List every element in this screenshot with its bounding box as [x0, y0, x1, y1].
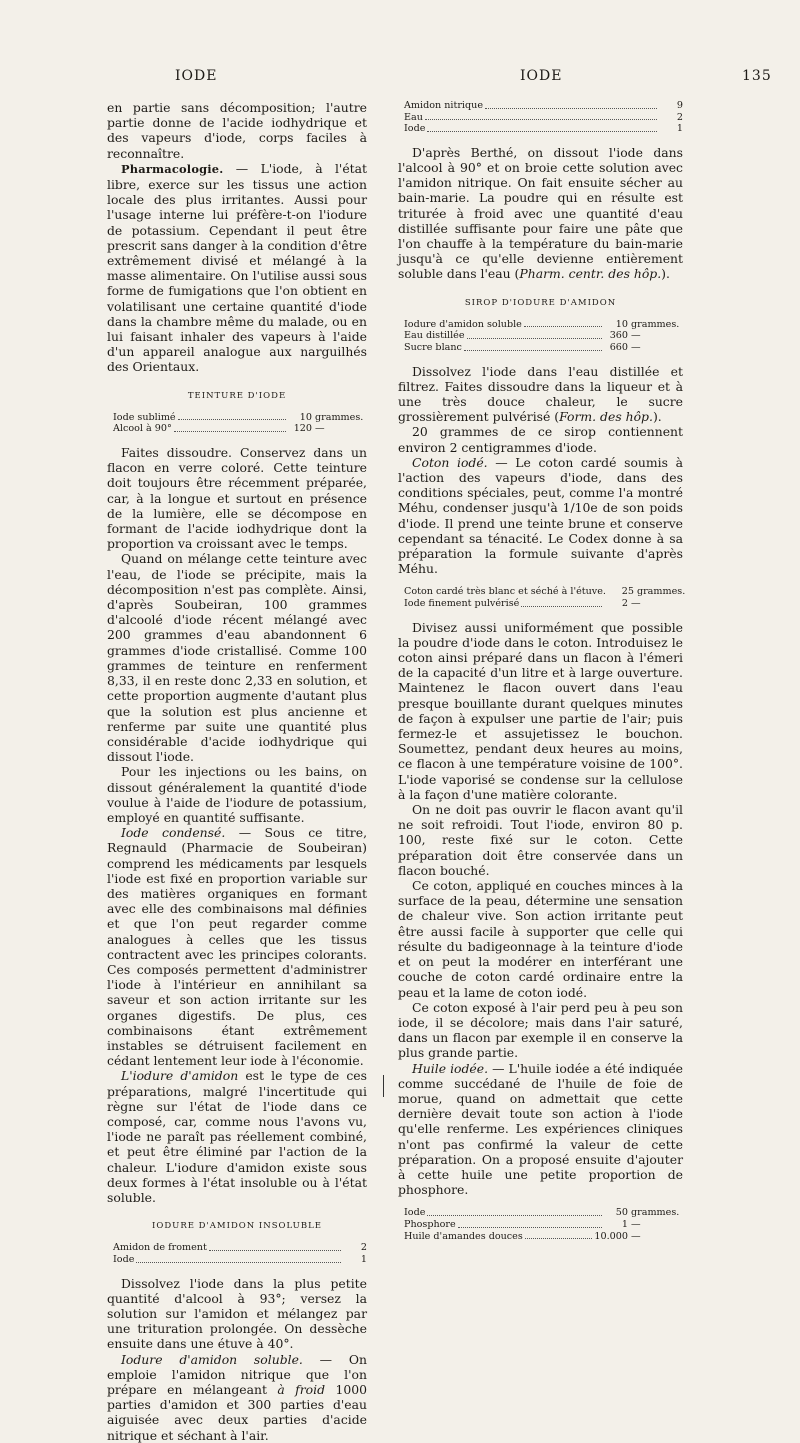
leader-dots [178, 412, 286, 421]
leader-dots [485, 100, 657, 109]
paragraph [398, 145, 683, 282]
ingredient-name: Iode [404, 1207, 426, 1219]
recipe-row [113, 1254, 367, 1266]
paragraph-pharmacologie [107, 161, 367, 375]
ingredient-name: Alcool à 90° [113, 423, 172, 435]
paragraph-text: — On emploie l'amidon nitrique que l'on prépare en mélangeant [107, 1351, 368, 1398]
ingredient-name: Amidon nitrique [404, 100, 483, 111]
paragraph-text: — L'iode, à l'état libre, exerce sur les tissus une action locale des plus irritantes. Aussi pour l'usage interne lui préfère-t-on l'iodure de potassium. Cependant il peut être prescrit sans danger à la condition d'être extrêmement divisé et mélangé à la masse alimentaire. On l'utilise aussi sous forme de fumigations que l'on obtient en volatilisant une certaine quantité d'iode dans la chambre même du malade, ou en lui faisant inhaler des vapeurs à l'aide d'un appareil analogue aux narguilhés des Orientaux. [107, 160, 367, 375]
recipe-row [404, 112, 683, 124]
ingredient-name: Huile d'amandes douces [404, 1230, 523, 1242]
leader-dots [524, 319, 602, 328]
italic-text: Form. des hôp. [559, 409, 653, 425]
leader-dots [425, 112, 657, 121]
leader-dots [525, 1231, 593, 1240]
ingredient-name: Iode [404, 123, 426, 135]
recipe-row [404, 330, 683, 342]
paragraph-iode-condense [107, 825, 367, 1068]
leader-dots [174, 423, 286, 432]
leader-dots [464, 342, 602, 351]
paragraph-coton-iode [398, 455, 683, 577]
margin-rule [383, 1075, 384, 1097]
recipe-row [404, 123, 683, 135]
ingredient-qty: 50 [615, 1207, 628, 1219]
paragraph-text: — Le coton cardé soumis à l'action des vapeurs d'iode, dans des conditions spéciales, peut, comme l'a montré Méhu, condenser jusqu'à 1/10e de son poids d'iode. Il prend une teinte brune et conserve cependant sa ténacité. Le Codex donne à sa préparation la formule suivante d'après Méhu. [398, 454, 683, 577]
leader-dots [136, 1254, 341, 1263]
spacer [398, 1197, 683, 1203]
recipe-row [404, 598, 683, 610]
ingredient-qty: 2 [676, 111, 683, 123]
section-lead: L'iodure d'amidon [121, 1068, 239, 1084]
ingredient-unit: — [631, 1218, 641, 1230]
paragraph-text: ). [661, 266, 670, 282]
leader-dots [427, 123, 657, 132]
leader-dots [427, 1207, 602, 1216]
ingredient-name: Amidon de froment [113, 1242, 207, 1254]
ingredient-name: Iodure d'amidon soluble [404, 318, 522, 330]
ingredient-qty: 1 [621, 1218, 628, 1230]
ingredient-qty: 10 [615, 318, 628, 330]
ingredient-name: Sucre blanc [404, 342, 462, 353]
ingredient-unit: — [631, 1230, 641, 1242]
paragraph: Dissolvez l'iode dans la plus petite quantité d'alcool à 93°; versez la solution sur l'amidon et mélangez par une trituration prolongée. On dessèche ensuite dans une étuve à 40°. [107, 1275, 367, 1352]
recipe-amidon-nitrique [398, 100, 683, 135]
ingredient-name: Iode finement pulvérisé [404, 598, 520, 610]
leader-dots [458, 1219, 602, 1228]
right-column [398, 96, 686, 1252]
ingredient-name: Phosphore [404, 1218, 456, 1230]
section-lead: Iodure d'amidon soluble. [121, 1351, 303, 1367]
paragraph-iodure-amidon [107, 1068, 367, 1205]
ingredient-qty: 1 [360, 1254, 367, 1265]
italic-text: à froid [277, 1382, 326, 1398]
recipe-row [113, 412, 367, 424]
ingredient-qty: 9 [676, 100, 683, 111]
paragraph [398, 364, 683, 425]
recipe-title: IODURE D'AMIDON INSOLUBLE [152, 1221, 322, 1232]
ingredient-name: Eau [404, 111, 423, 123]
paragraph: Quand on mélange cette teinture avec l'eau, de l'iode se précipite, mais la décomposition n'est pas complète. Ainsi, d'après Soubeiran, 100 grammes d'alcoolé d'iode récent mélangé avec 200 grammes d'eau abandonnent 6 grammes d'iode cristallisé. Comme 100 grammes de teinture en renferment 8,33, il en reste donc 2,33 en solution, et cette proportion augmente d'autant plus que la solution est plus ancienne et renferme par suite une quantité plus considérable d'acide iodhydrique qui dissout l'iode. [107, 551, 367, 765]
paragraph: Ce coton exposé à l'air perd peu à peu son iode, il se décolore; mais dans l'air saturé, dans un flacon par exemple il en conserve la plus grande partie. [398, 999, 683, 1061]
recipe-row [404, 100, 683, 112]
ingredient-name: Eau distillée [404, 330, 465, 342]
recipe-sirop [398, 319, 683, 354]
ingredient-unit: — [631, 342, 641, 353]
ingredient-unit: grammes. [636, 586, 686, 598]
recipe-row [404, 1219, 683, 1231]
ingredient-unit: — [631, 330, 641, 342]
recipe-row [404, 1207, 683, 1219]
paragraph-text: — Sous ce titre, Regnauld (Pharmacie de Soubeiran) comprend les médicaments par lesquels l'iode est fixé en proportion variable sur des matières organiques en formant avec elle des combinaisons mal définies et que l'on peut regarder comme analogues à celles que les tissus contractent avec les principes colorants. Ces composés permettent d'administrer l'iode à l'intérieur en annihilant sa saveur et son action irritante sur les organes digestifs. De plus, ces combinaisons étant extrêmement instables se détruisent facilement en cédant lentement leur iode à l'économie. [107, 825, 368, 1069]
running-head-right: IODE [520, 68, 563, 84]
section-lead: Iode condensé. [121, 825, 226, 841]
left-column [107, 100, 367, 1443]
section-lead: Huile iodée. [412, 1060, 489, 1076]
ingredient-qty: 2 [360, 1242, 367, 1254]
recipe-row [404, 586, 686, 598]
recipe-teinture [107, 412, 367, 435]
section-lead: Coton iodé. [412, 454, 488, 470]
ingredient-unit: grammes. [631, 1207, 680, 1219]
ingredient-qty: 25 [621, 586, 634, 598]
paragraph-text: D'après Berthé, on dissout l'iode dans l'alcool à 90° et on broie cette solution avec l'amidon nitrique. On fait ensuite sécher au bain-marie. La poudre qui en résulte est triturée à froid avec une quantité d'eau distillée suffisante pour faire une pâte que l'on chauffe à la température du bain-marie jusqu'à ce qu'elle devienne entièrement soluble dans l'eau ( [398, 144, 683, 282]
leader-dots [209, 1242, 341, 1251]
italic-text: Pharm. centr. des hôp. [519, 266, 662, 282]
section-lead: Pharmacologie. [121, 161, 224, 176]
recipe-title: TEINTURE D'IODE [187, 390, 287, 401]
ingredient-unit: grammes. [315, 411, 364, 423]
recipe-row [404, 319, 683, 331]
paragraph-text: — L'huile iodée a été indiquée comme succédané de l'huile de foie de morue, quand on admettait que cette dernière devait toute son action à l'iode qu'elle renferme. Les expériences cliniques n'ont pas confirmé la valeur de cette préparation. On a proposé ensuite d'ajouter à cette huile une petite proportion de phosphore. [398, 1060, 683, 1198]
ingredient-qty: 660 [609, 342, 628, 353]
recipe-coton [398, 586, 686, 610]
running-head-left: IODE [175, 68, 218, 84]
recipe-row [404, 342, 683, 354]
paragraph-text: 1000 parties d'amidon et 300 parties d'eau aiguisée avec deux parties d'acide nitrique et séchant à l'air. [107, 1382, 367, 1443]
paragraph: 20 grammes de ce sirop contiennent environ 2 centigrammes d'iode. [398, 424, 683, 455]
ingredient-qty: 2 [621, 598, 628, 610]
recipe-row [113, 423, 367, 435]
recipe-title: SIROP D'IODURE D'AMIDON [464, 297, 617, 308]
ingredient-unit: grammes. [631, 318, 680, 330]
paragraph-text: ). [652, 409, 662, 425]
recipe-iodure-insoluble [107, 1242, 367, 1265]
spacer [398, 576, 683, 582]
ingredient-qty: 10.000 [594, 1230, 628, 1242]
leader-dots [467, 330, 603, 339]
ingredient-name: Iode sublimé [113, 411, 176, 423]
recipe-row [113, 1242, 367, 1254]
paragraph: Faites dissoudre. Conservez dans un flacon en verre coloré. Cette teinture doit toujours être récemment préparée, car, à la longue et surtout en présence de la lumière, elle se décompose en formant de l'acide iodhydrique dont la proportion va croissant avec le temps. [107, 445, 367, 552]
ingredient-unit: — [315, 423, 325, 435]
recipe-row [404, 1231, 683, 1243]
ingredient-qty: 120 [293, 423, 312, 435]
paragraph: Divisez aussi uniformément que possible la poudre d'iode dans le coton. Introduisez le coton ainsi préparé dans un flacon à l'émeri de la capacité d'un litre et à large ouverture. Maintenez le flacon ouvert dans l'eau presque bouillante durant quelques minutes de façon à expulser une partie de l'air; puis fermez-le et assujetissez le bouchon. Soumettez, pendant deux heures au moins, ce flacon à une température voisine de 100°. L'iode vaporisé se condense sur la cellulose à la façon d'une matière colorante. [398, 619, 683, 802]
ingredient-unit: — [631, 598, 641, 610]
paragraph: Ce coton, appliqué en couches minces à la surface de la peau, détermine une sensation de chaleur vive. Son action irritante peut être aussi facile à supporter que celle qui résulte du badigeonnage à la teinture d'iode et on peut la modérer en interférant une couche de coton cardé ordinaire entre la peau et la lame de coton iodé. [398, 878, 683, 1000]
leader-dots [521, 598, 602, 607]
page-number: 135 [742, 68, 772, 84]
ingredient-qty: 1 [676, 123, 683, 135]
recipe-huile [398, 1207, 683, 1242]
paragraph-text: est le type de ces préparations, malgré l'incertitude qui règne sur l'état de l'iode dans ce composé, car, comme nous l'avons vu, l'iode ne paraît pas réellement combiné, et peut être éliminé par l'action de la chaleur. L'iodure d'amidon existe sous deux formes à l'état insoluble ou à l'état soluble. [107, 1068, 367, 1205]
ingredient-name: Iode [113, 1254, 135, 1265]
ingredient-qty: 10 [299, 411, 312, 423]
paragraph-text: Dissolvez l'iode dans l'eau distillée et filtrez. Faites dissoudre dans la liqueur et à une très douce chaleur, le sucre grossièrement pulvérisé ( [398, 363, 683, 425]
ingredient-name: Coton cardé très blanc et séché à l'étuve. [404, 586, 606, 598]
paragraph: en partie sans décomposition; l'autre partie donne de l'acide iodhydrique et des vapeurs d'iode, corps faciles à reconnaître. [107, 100, 367, 161]
ingredient-qty: 360 [609, 330, 628, 342]
paragraph-amidon-soluble [107, 1352, 367, 1443]
paragraph: On ne doit pas ouvrir le flacon avant qu'il ne soit refroidi. Tout l'iode, environ 80 p. 100, reste fixé sur le coton. Cette préparation doit être conservée dans un flacon bouché. [398, 802, 683, 878]
paragraph: Pour les injections ou les bains, on dissout généralement la quantité d'iode voulue à l'aide de l'iodure de potassium, employé en quantité suffisante. [107, 764, 367, 825]
